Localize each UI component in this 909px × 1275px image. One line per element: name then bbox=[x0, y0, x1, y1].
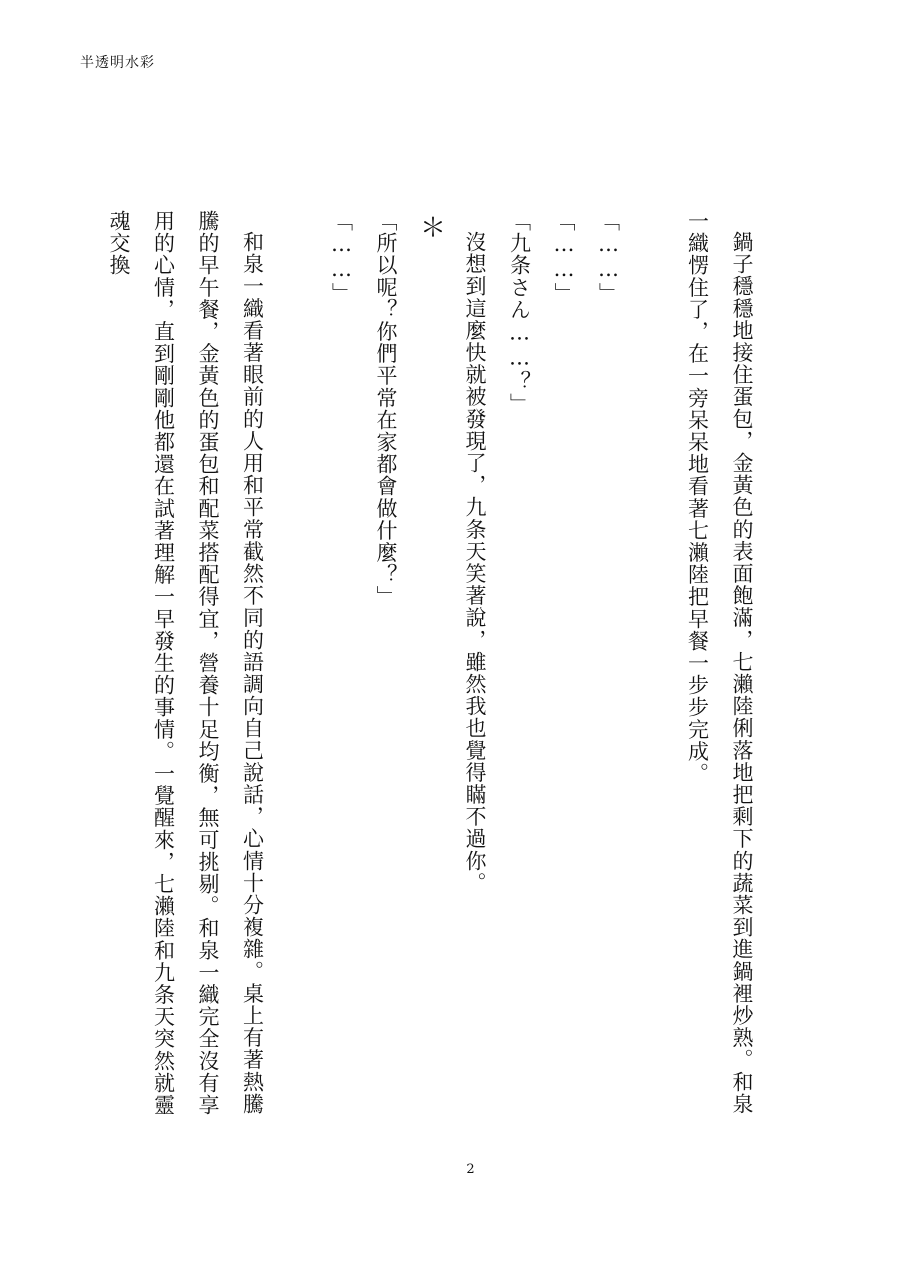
vertical-text-body bbox=[107, 210, 764, 1130]
running-header-title: 半透明水彩 bbox=[80, 55, 155, 71]
paragraph-1: 鍋子穩穩地接住蛋包，金黃色的表面飽滿，七瀨陸俐落地把剩下的蔬菜到進鍋裡炒熟。和泉一織愣住了，在一旁呆呆地看著七瀨陸把早餐一步步完成。 bbox=[685, 210, 754, 1115]
page-number: 2 bbox=[466, 1162, 475, 1177]
dialogue-line-5: 「……」 bbox=[329, 210, 354, 305]
dialogue-line-4: 「所以呢？你們平常在家都會做什麼？」 bbox=[374, 210, 398, 608]
dialogue-line-3: 「九条さん……？」 bbox=[507, 210, 532, 415]
scene-break-asterisk: ＊ bbox=[415, 214, 446, 242]
blank-line bbox=[631, 210, 676, 1130]
blank-line bbox=[275, 210, 320, 1130]
paragraph-2: 沒想到這麼快就被發現了，九条天笑著說，雖然我也覺得瞞不過你。 bbox=[463, 231, 487, 894]
paragraph-3: 和泉一織看著眼前的人用和平常截然不同的語調向自己說話，心情十分複雜。桌上有著熱騰騰的早午餐，金黃色的蛋包和配菜搭配得宜，營養十足均衡，無可挑剔。和泉一織完全沒有享用的心情，直到剛剛他都還在試著理解一早發生的事情。一覺醒來，七瀨陸和九条天突然就靈魂交換 bbox=[107, 210, 265, 1117]
dialogue-line-2: 「……」 bbox=[552, 210, 576, 305]
dialogue-line-1: 「……」 bbox=[596, 210, 621, 305]
